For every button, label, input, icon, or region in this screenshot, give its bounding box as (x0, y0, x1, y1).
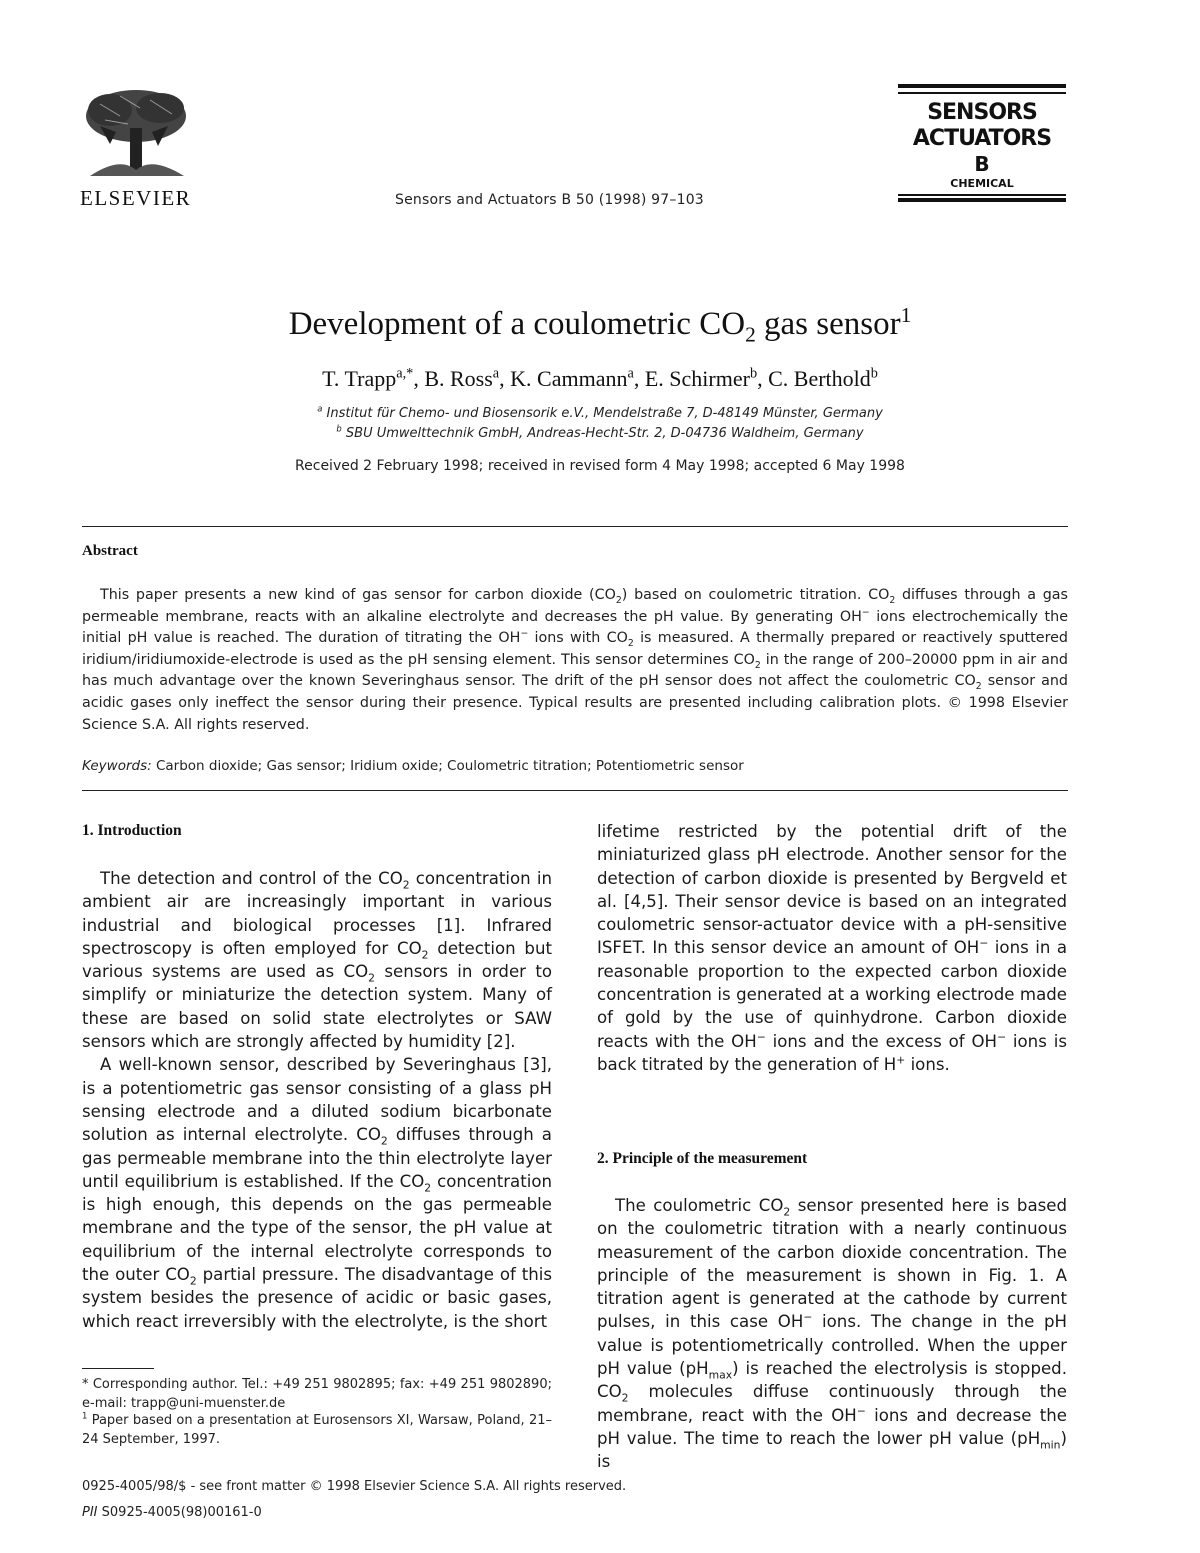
paragraph: lifetime restricted by the potential drift of the miniaturized glass pH electrode. Another sensor for the detection of carbon dioxide is presented by Bergveld et al. [4,5]. Their sensor device is based on an integrated coulometric sensor-actuator device with a pH-sensitive ISFET. In this sensor device an amount of OH− ions in a reasonable proportion to the expected carbon dioxide concentration is generated at a working electrode made of gold by the use of quinhydrone. Carbon dioxide reacts with the OH− ions and the excess of OH− ions is back titrated by the generation of H+ ions. (597, 822, 1068, 1074)
abstract-text: This paper presents a new kind of gas sensor for carbon dioxide $(CO_2)$ based on coulometric titration. $CO_2$ diffuses through a gas permeable membrane, reacts with an alkaline electrolyte and decreases the pH value. By generating OH− ions electrochemically the initial pH value is reached. The duration of titrating the OH− ions with $CO_2$ is measured. A thermally prepared or reactively sputtered iridium/iridiumoxide-electrode is used as the pH sensing element. This sensor determines $CO_2$ in the range of 200–20000 ppm in air and has much advantage over the known Severinghaus sensor. The drift of the pH sensor does not affect the coulometric $CO_2$ sensor and acidic gases only ineffect the sensor during their presence. Typical results are presented including calibration plots. © 1998 Elsevier Science S.A. All rights reserved. (82, 587, 1068, 733)
journal-logo (898, 84, 1066, 204)
left-column-text (82, 867, 552, 1333)
pii-line: PII S0925-4005(98)00161-0 (82, 1505, 262, 1520)
journal-citation: Sensors and Actuators B 50 (1998) 97–103 (395, 192, 704, 208)
right-column-text-2 (597, 1194, 1067, 1474)
divider (82, 790, 1068, 791)
tree-icon (80, 86, 192, 182)
author-name: K. Cammann (510, 366, 628, 391)
right-column-text (597, 820, 1067, 1076)
footnote-divider (82, 1368, 154, 1369)
publisher-name: ELSEVIER (80, 186, 192, 210)
affiliation-b: $^b$ SBU Umwelttechnik GmbH, Andreas-Hecht-Str. 2, D-04736 Waldheim, Germany (336, 423, 864, 441)
abstract-heading: Abstract (82, 543, 138, 559)
elsevier-logo (80, 86, 200, 210)
paragraph: The detection and control of the $CO_2$ concentration in ambient air are increasingly important in various industrial and biological processes [1]. Infrared spectroscopy is often employed for $CO_2$ detection but various systems are used as $CO_2$ sensors in order to simplify or miniaturize the detection system. Many of these are based on solid state electrolytes or SAW sensors which are strongly affected by humidity [2]. (82, 869, 552, 1052)
issn-line: 0925-4005/98/$ - see front matter © 1998 Elsevier Science S.A. All rights reserved. (82, 1479, 627, 1494)
logo-line1: SENSORS (927, 100, 1037, 125)
section-heading-principle: 2. Principle of the measurement (597, 1150, 808, 1167)
author-name: T. Trapp (322, 366, 397, 391)
received-dates: Received 2 February 1998; received in revised form 4 May 1998; accepted 6 May 1998 (295, 458, 905, 474)
logo-line2: ACTUATORS (912, 126, 1052, 151)
footnote-corresponding: * Corresponding author. Tel.: +49 251 9802895; fax: +49 251 9802890; e-mail: trapp@uni-muenster.de (82, 1377, 552, 1411)
section-heading-introduction: 1. Introduction (82, 822, 182, 839)
keywords: Keywords: Carbon dioxide; Gas sensor; Iridium oxide; Coulometric titration; Potentiometric sensor (82, 758, 744, 774)
paragraph: The coulometric $CO_2$ sensor presented here is based on the coulometric titration with a nearly continuous measurement of the carbon dioxide concentration. The principle of the measurement is shown in Fig. 1. A titration agent is generated at the cathode by current pulses, in this case OH− ions. The change in the pH value is potentiometrically controlled. When the upper pH value $(pH_{max})$ is reached the electrolysis is stopped. $CO_2$ molecules diffuse continuously through the membrane, react with the OH− ions and decrease the pH value. The time to reach the lower pH value $(pH_{min})$ is (597, 1196, 1067, 1472)
affiliation-a: $^a$ Institut für Chemo- und Biosensorik e.V., Mendelstraße 7, D-48149 Münster, Germany (317, 403, 883, 421)
footnote-1: $^1$ Paper based on a presentation at Eurosensors XI, Warsaw, Poland, 21–24 September, 1997. (82, 1410, 552, 1447)
divider (82, 526, 1068, 527)
author-name: C. Berthold (768, 366, 871, 391)
paragraph: A well-known sensor, described by Severinghaus [3], is a potentiometric gas sensor consisting of a glass pH sensing electrode and a diluted sodium bicarbonate solution as internal electrolyte. $CO_2$ diffuses through a gas permeable membrane into the thin electrolyte layer until equilibrium is established. If the $CO_2$ concentration is high enough, this depends on the gas permeable membrane and the type of the sensor, the pH value at equilibrium of the internal electrolyte corresponds to the outer $CO_2$ partial pressure. The disadvantage of this system besides the presence of acidic or basic gases, which react irreversibly with the electrolyte, is the short (82, 1055, 552, 1331)
author-name: B. Ross (424, 366, 493, 391)
author-list: T. Trapp$^{a,*}$, B. Ross$^a$, K. Cammann$^a$, E. Schirmer$^b$, C. Berthold$^b$ (322, 365, 878, 391)
logo-line3: CHEMICAL (950, 177, 1014, 190)
logo-letter: B (974, 152, 990, 176)
author-name: E. Schirmer (644, 366, 750, 391)
paper-title: Development of a coulometric $CO_2$ gas sensor$^1$ (288, 303, 912, 347)
